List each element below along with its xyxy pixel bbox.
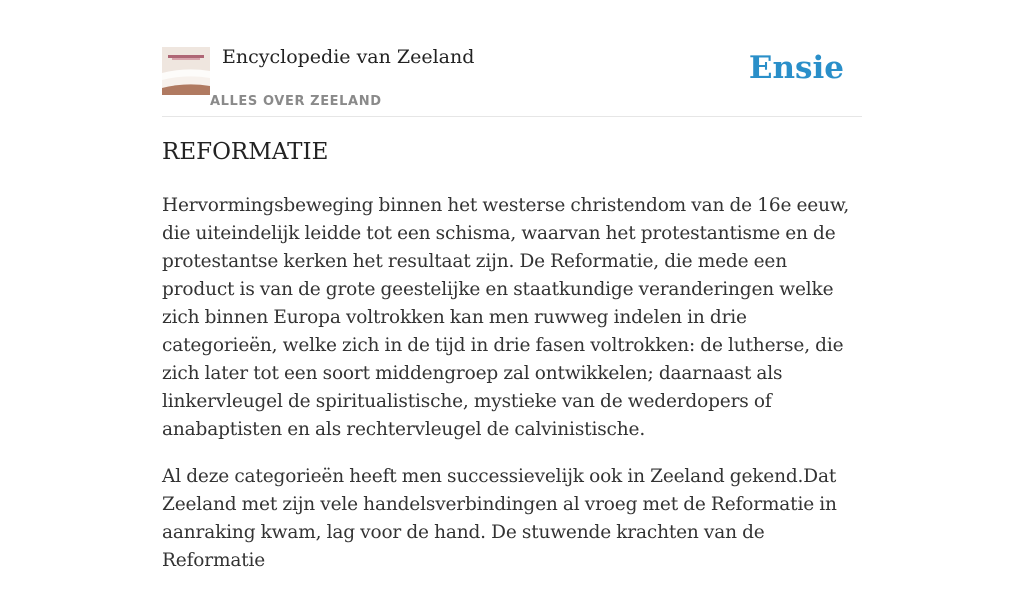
site-header <box>162 44 862 117</box>
brand-logo[interactable]: Ensie <box>748 50 844 86</box>
article-paragraph: Al deze categorieën heeft men successievelijk ook in Zeeland gekend.Dat Zeeland met zijn vele handelsverbindingen al vroeg met de Reformatie in aanraking kwam, lag voor de hand. De stuwende krachten van de Reformatie <box>162 466 837 571</box>
book-image-icon <box>162 47 210 95</box>
site-subtitle: ALLES OVER ZEELAND <box>210 94 382 109</box>
article-title: REFORMATIE <box>162 139 329 165</box>
site-avatar[interactable] <box>162 47 210 95</box>
article-paragraph: Hervormingsbeweging binnen het westerse christendom van de 16e eeuw, die uiteindelijk leidde tot een schisma, waarvan het protestantisme en de protestantse kerken het resultaat zijn. De Reformatie, die mede een product is van de grote geestelijke en staatkundige veranderingen welke zich binnen Europa voltrokken kan men ruwweg indelen in drie categorieën, welke zich in de tijd in drie fasen voltrokken: de lutherse, die zich later tot een soort middengroep zal ontwikkelen; daarnaast als linkervleugel de spiritualistische, mystieke van de wederdopers of anabaptisten en als rechtervleugel de calvinistische. <box>162 195 850 440</box>
site-title[interactable]: Encyclopedie van Zeeland <box>222 46 475 68</box>
article-body <box>162 192 864 594</box>
